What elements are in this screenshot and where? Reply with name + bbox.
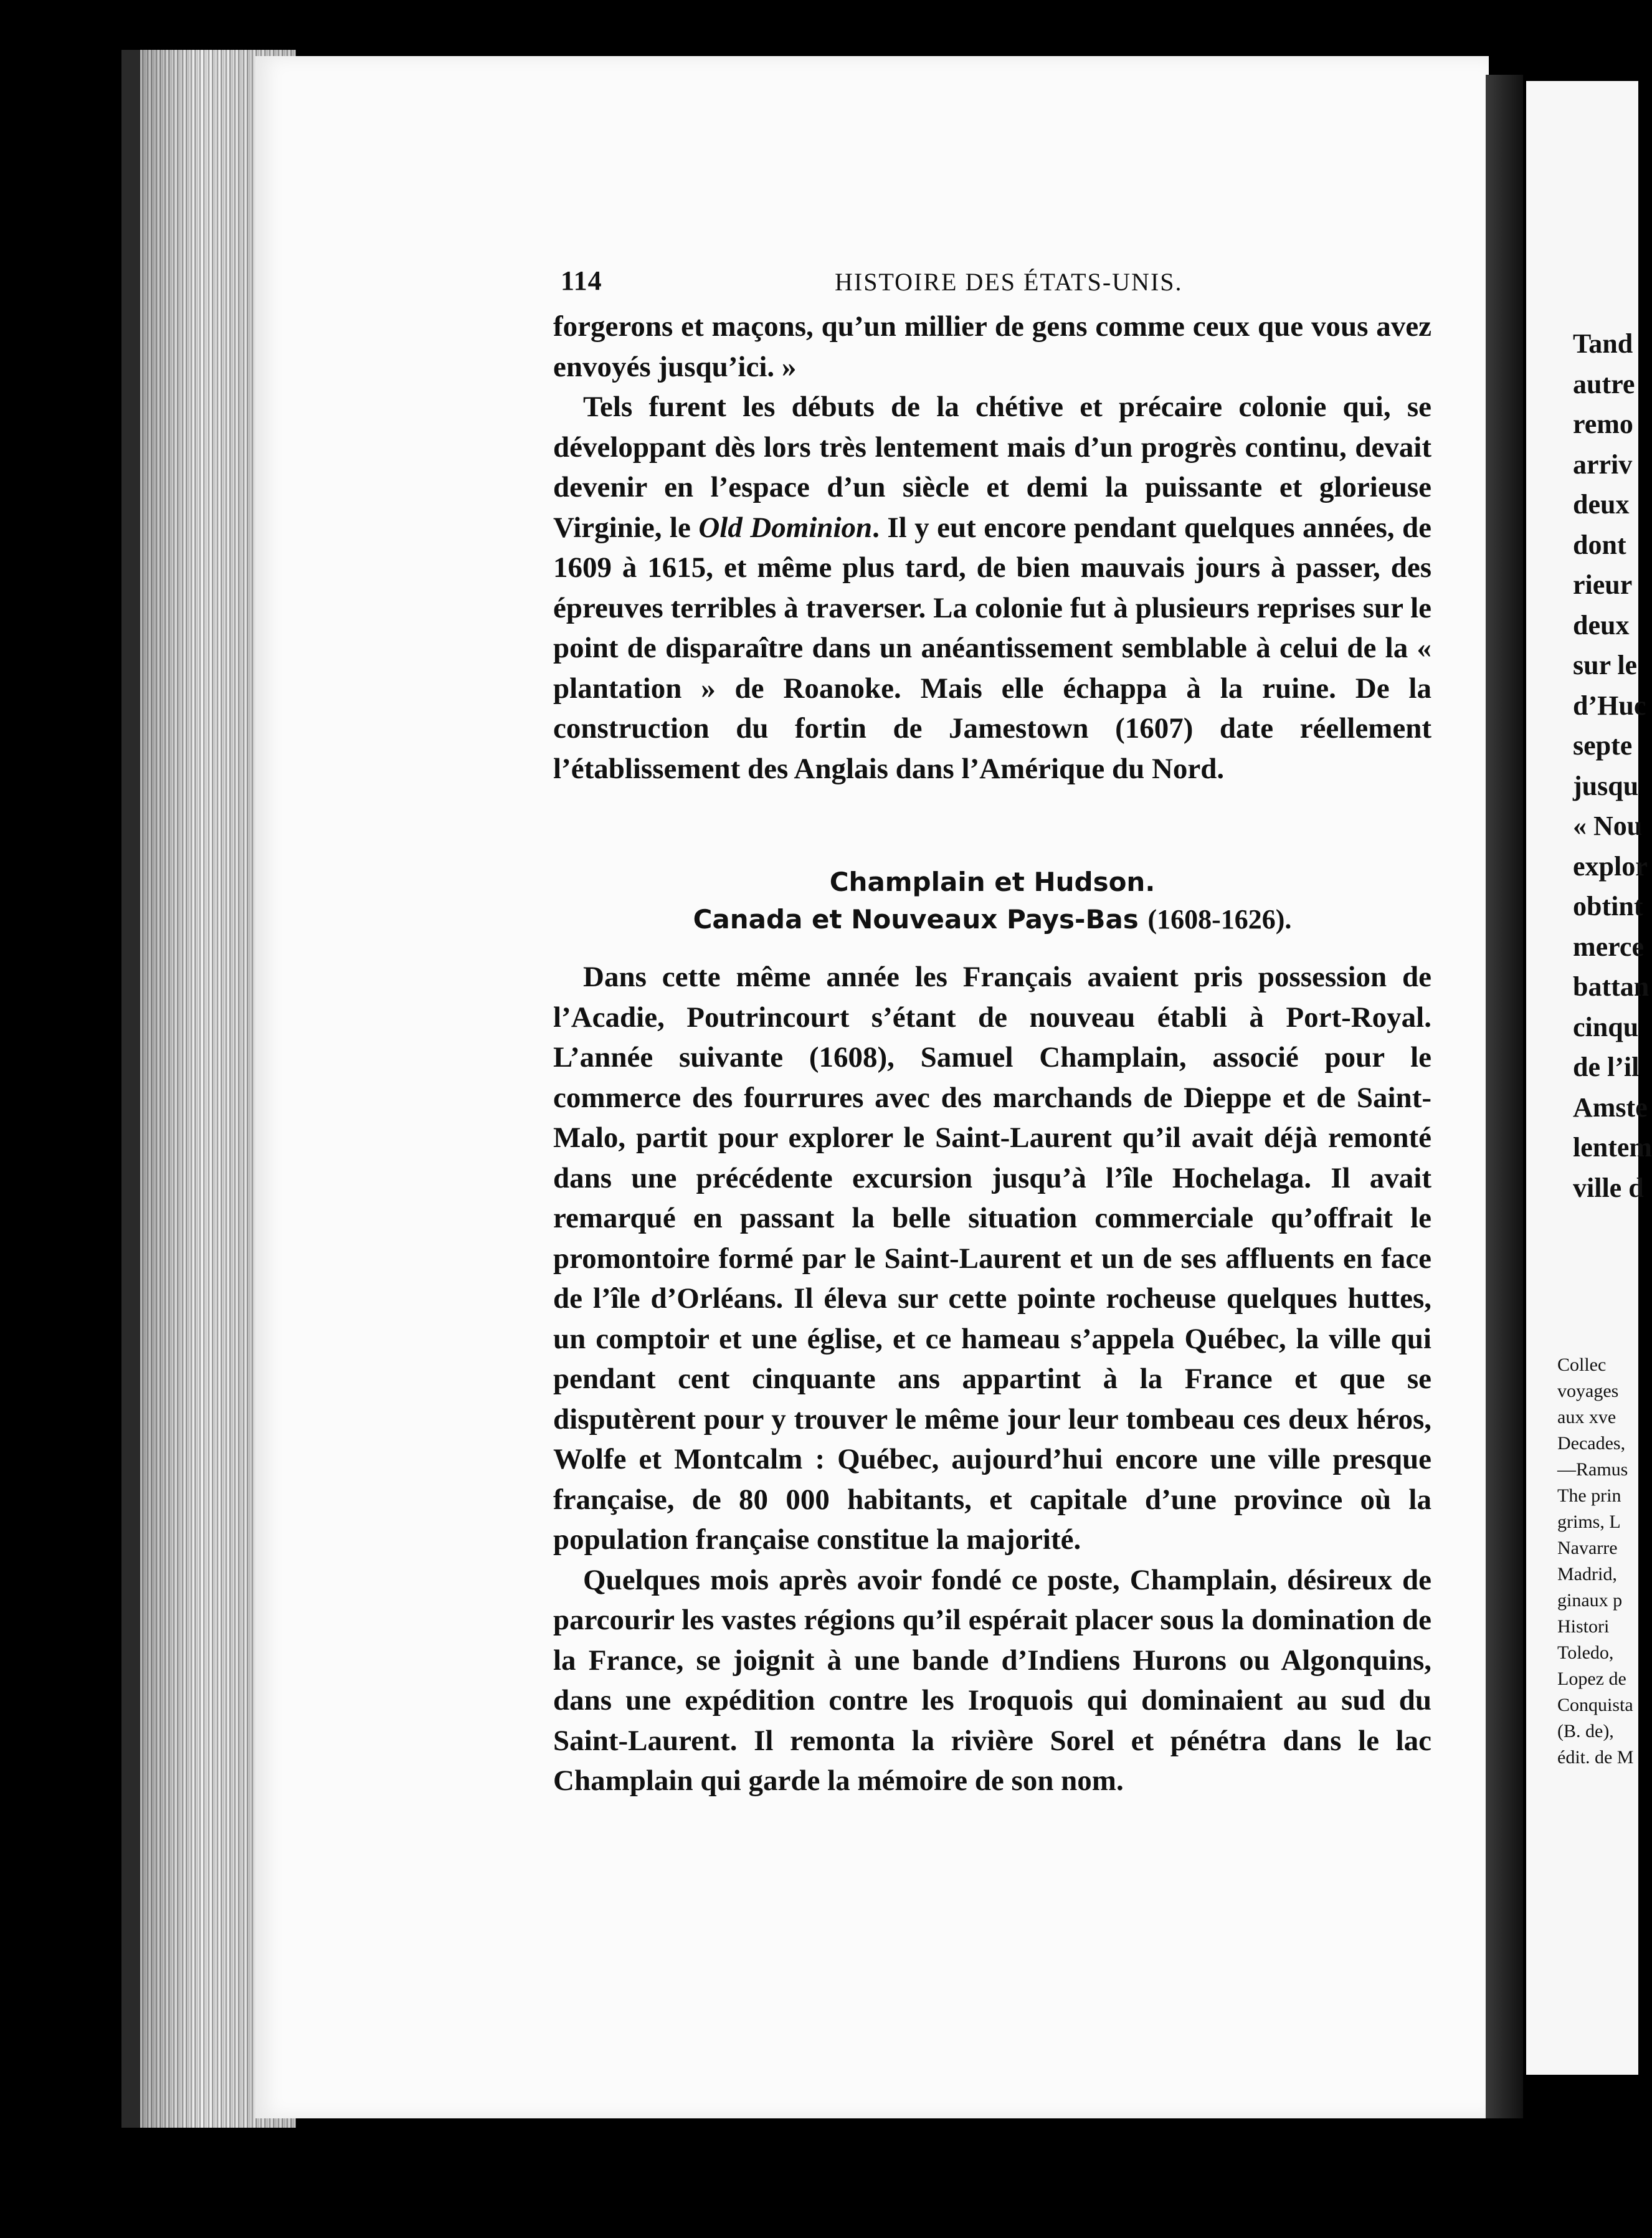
facing-page-notes	[1557, 1352, 1638, 1771]
paragraph-4: Quelques mois après avoir fondé ce poste, Champlain, désireux de parcourir les vastes régions qu’il espérait placer sous la domination de la France, se joignit à une bande d’Indiens Hurons ou Algonquins, dans une expédition contre les Iroquois qui dominaient au sud du Saint-Laurent. Il remonta la rivière Sorel et pénétra dans le lac Champlain qui garde la mémoire de son nom.	[553, 1563, 1431, 1797]
running-title: HISTOIRE DES ÉTATS-UNIS.	[835, 268, 1183, 296]
facing-page-note-line: Lopez de	[1557, 1669, 1626, 1689]
facing-page-note-line: Histori	[1557, 1616, 1610, 1637]
facing-page-line: lentem	[1573, 1132, 1652, 1163]
facing-page-line: battan	[1573, 971, 1650, 1002]
running-head	[561, 265, 1433, 296]
facing-page-line: sur le	[1573, 650, 1638, 680]
facing-page-line: autre	[1573, 368, 1635, 399]
paragraph-2-italic: Old Dominion	[698, 511, 873, 544]
section-title-text: Canada et Nouveaux Pays-Bas	[693, 904, 1139, 935]
section-title-line-1: Champlain et Hudson.	[829, 867, 1156, 897]
facing-page-line: dont	[1573, 529, 1626, 560]
facing-page-note-line: Navarre	[1557, 1538, 1618, 1558]
facing-page-line: septe	[1573, 730, 1633, 761]
facing-page-note-line: Collec	[1557, 1355, 1607, 1375]
facing-page-note-line: édit. de M	[1557, 1747, 1634, 1768]
facing-page-note-line: ginaux p	[1557, 1590, 1623, 1611]
facing-page-line: « Nou	[1573, 811, 1643, 841]
paragraph-2-text-b: . Il y eut encore pendant quelques années, de 1609 à 1615, et même plus tard, de bien mauvais jours à passer, des épreuves terribles à traverser. La colonie fut à plusieurs reprises sur le point de disparaître dans un anéantissement semblable à celui de la « plantation » de Roanoke. Mais elle échappa à la ruine. De la construction du fortin de Jamestown (1607) date réellement l’établissement des Anglais dans l’Amérique du Nord.	[553, 511, 1431, 785]
paragraph-2	[553, 387, 1431, 789]
section-title-line-2	[553, 901, 1431, 938]
facing-page-line: merce	[1573, 931, 1644, 962]
facing-page-note-line: aux xve	[1557, 1407, 1616, 1427]
facing-page-note-line: Toledo,	[1557, 1642, 1614, 1663]
paragraph-3: Dans cette même année les Français avaient pris possession de l’Acadie, Poutrincourt s’étant de nouveau établi à Port-Royal. L’année suivante (1608), Samuel Champlain, associé pour le commerce des fourrures avec des marchands de Dieppe et de Saint-Malo, partit pour explorer le Saint-Laurent qu’il avait déjà remonté dans une précédente excursion jusqu’à l’île Hochelaga. Il avait remarqué en passant la belle situation commerciale qu’offrait le promontoire formé par le Saint-Laurent et un de ses affluents en face de l’île d’Orléans. Il éleva sur cette pointe rocheuse quelques huttes, un comptoir et une église, et ce hameau s’appela Québec, la ville qui pendant cent cinquante ans appartint à la France et que se disputèrent pour y trouver le même jour leur tombeau ces deux héros, Wolfe et Montcalm : Québec, aujourd’hui encore une ville presque française, de 80 000 habitants, et capitale d’une province où la population française constitue la majorité.	[553, 961, 1431, 1556]
facing-page-line: rieur	[1573, 569, 1633, 600]
facing-page-line: remo	[1573, 409, 1633, 439]
facing-page-note-line: The prin	[1557, 1485, 1621, 1506]
facing-page-line: explor	[1573, 850, 1648, 882]
facing-page-note-line: Madrid,	[1557, 1564, 1617, 1584]
facing-page-line: ville d	[1573, 1172, 1644, 1203]
facing-page-note-line: Conquista	[1557, 1695, 1633, 1715]
facing-page-line: de l’il	[1573, 1052, 1640, 1082]
facing-page-line: Amste	[1573, 1092, 1648, 1123]
page-number: 114	[561, 265, 602, 296]
page-body	[553, 307, 1431, 1801]
facing-page-line: deux	[1573, 489, 1630, 520]
facing-page-line: cinqu	[1573, 1011, 1639, 1042]
book-gutter	[1486, 75, 1523, 2118]
paragraph-2-text-a: Tels furent les débuts de la chétive et précaire colonie qui, se développant dès lors très lentement mais d’un progrès continu, devait devenir en l’espace d’un siècle et demi la puissante et glorieuse Virginie, le	[553, 391, 1431, 544]
facing-page-line: arriv	[1573, 449, 1633, 480]
facing-page-line: d’Huc	[1573, 690, 1646, 721]
facing-page-text	[1573, 324, 1652, 1208]
facing-page-note-line: voyages	[1557, 1381, 1619, 1401]
facing-page-line: obtint	[1573, 891, 1643, 921]
facing-page-note-line: Decades,	[1557, 1433, 1626, 1454]
facing-page-line: jusqu	[1573, 770, 1639, 801]
facing-page-note-line: grims, L	[1557, 1512, 1621, 1532]
facing-page-line: Tand	[1573, 328, 1633, 359]
section-dates: (1608-1626).	[1147, 904, 1292, 935]
facing-page-note-line: (B. de),	[1557, 1721, 1614, 1741]
paragraph-1: forgerons et maçons, qu’un millier de gens comme ceux que vous avez envoyés jusqu’ici. »	[553, 310, 1431, 383]
section-heading	[553, 864, 1431, 938]
facing-page-note-line: —Ramus	[1557, 1459, 1628, 1480]
facing-page-line: deux	[1573, 609, 1630, 640]
